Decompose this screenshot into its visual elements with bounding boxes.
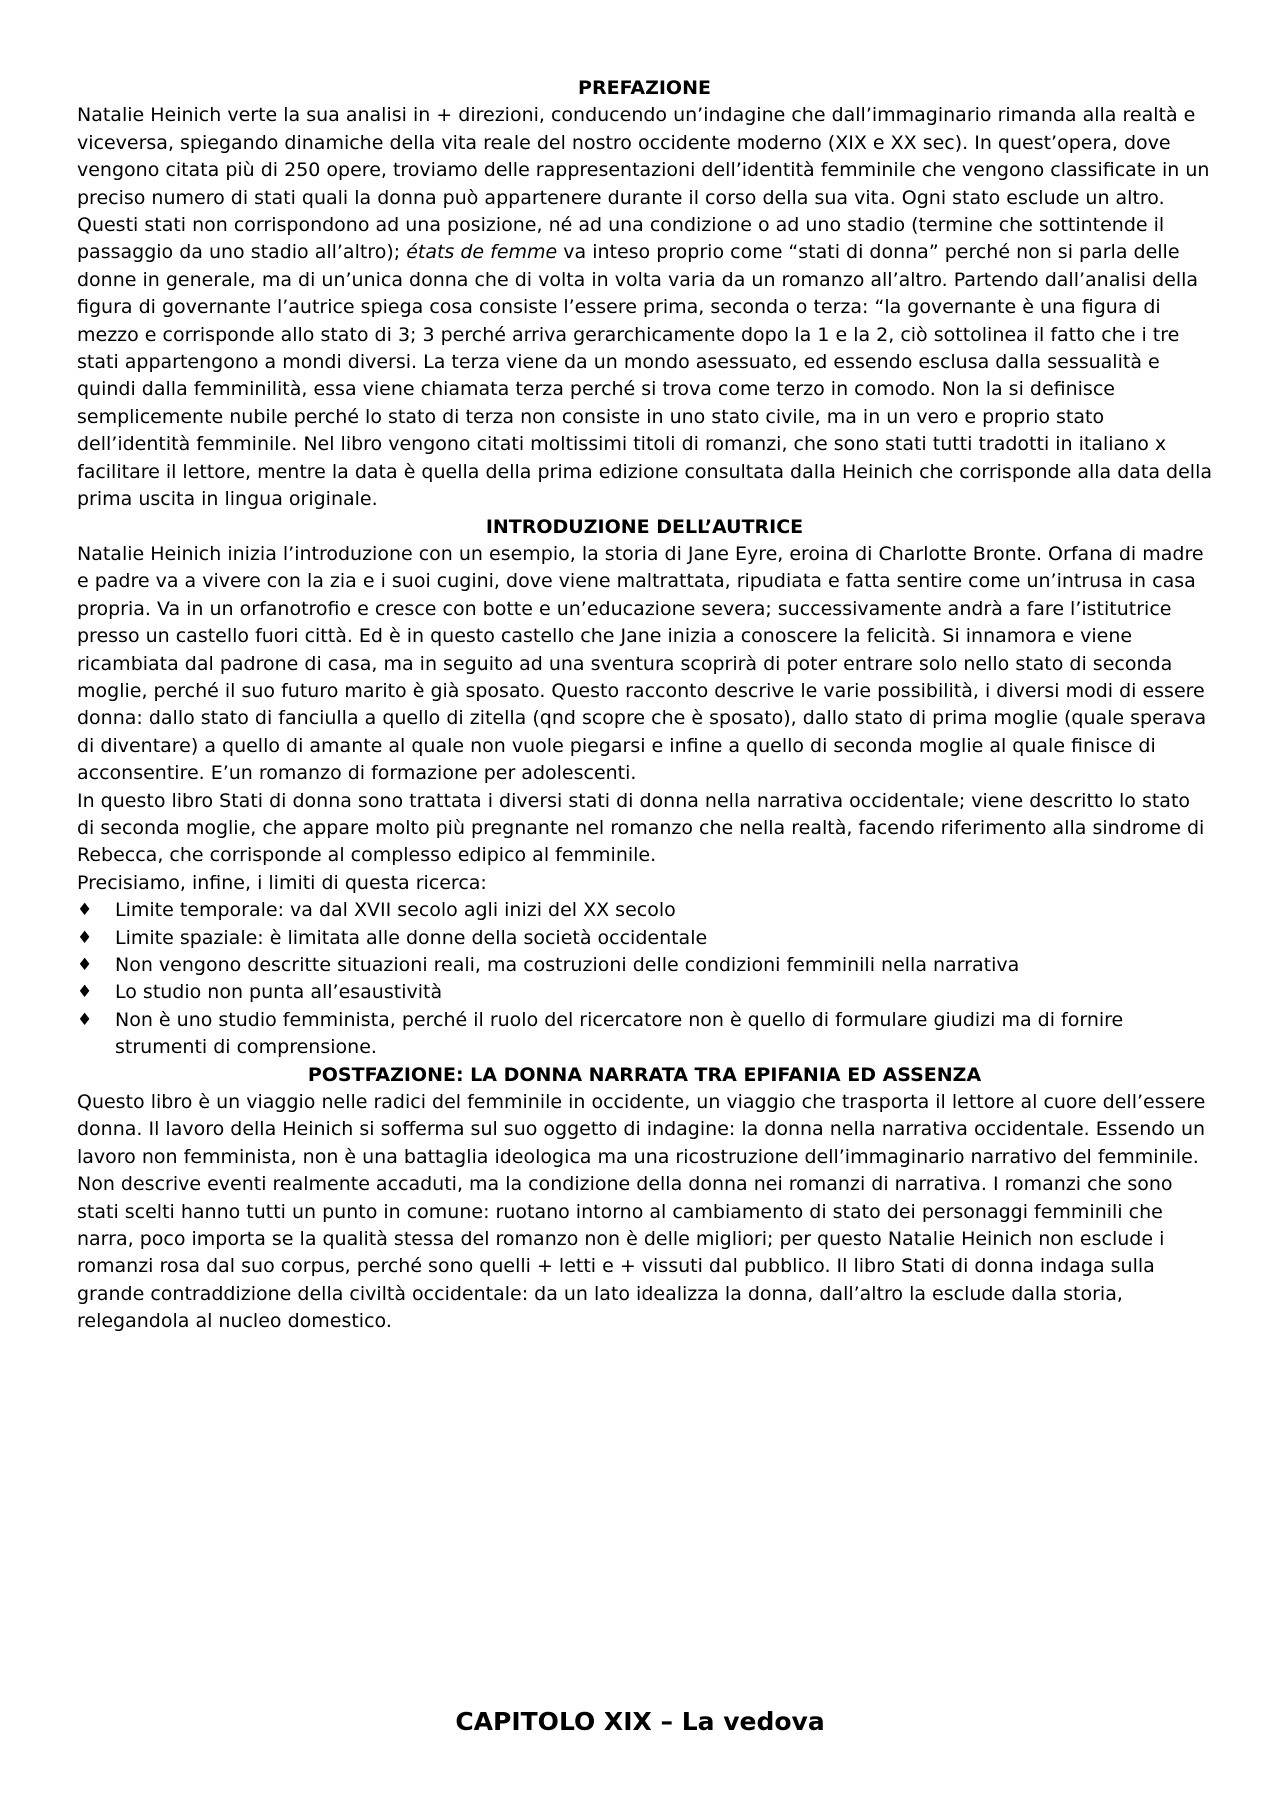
list-item	[77, 952, 1212, 979]
diamond-bullet-icon: ♦	[77, 1009, 93, 1030]
paragraph-introduzione-2: In questo libro Stati di donna sono trattata i diversi stati di donna nella narrativa occidentale; viene descritto lo stato di seconda moglie, che appare molto più pregnante nel romanzo che nella realtà, facendo riferimento alla sindrome di Rebecca, che corrisponde al complesso edipico al femminile.	[77, 789, 1205, 867]
heading-prefazione: PREFAZIONE	[578, 77, 711, 99]
paragraph-prefazione-part-b: va inteso proprio come “stati di donna” perché non si parla delle donne in generale, ma di un’unica donna che di volta in volta varia da un romanzo all’altro. Partendo dall’analisi della figura di governante l’autrice spiega cosa consiste l’essere prima, seconda o terza: “la governante è una figura di mezzo e corrisponde allo stato di 3; 3 perché arriva gerarchicamente dopo la 1 e la 2, ciò sottolinea il fatto che i tre stati appartengono a mondi diversi. La terza viene da un mondo asessuato, ed essendo esclusa dalla sessualità e quindi dalla femminilità, essa viene chiamata terza perché si trova come terzo in comodo. Non la si definisce semplicemente nubile perché lo stato di terza non consiste in uno stato civile, ma in un vero e proprio stato dell’identità femminile. Nel libro vengono citati moltissimi titoli di romanzi, che sono stati tutti tradotti in italiano x facilitare il lettore, mentre la data è quella della prima edizione consultata dalla Heinich che corrisponde alla data della prima uscita in lingua originale.	[77, 241, 1213, 511]
paragraph-prefazione	[77, 102, 1212, 513]
diamond-bullet-icon: ♦	[77, 927, 93, 948]
paragraph-introduzione-1: Natalie Heinich inizia l’introduzione con un esempio, la storia di Jane Eyre, eroina di Charlotte Bronte. Orfana di madre e padre va a vivere con la zia e i suoi cugini, dove viene maltrattata, ripudiata e fatta sentire come un’intrusa in casa propria. Va in un orfanotrofio e cresce con botte e un’educazione severa; successivamente andrà a fare l’istitutrice presso un castello fuori città. Ed è in questo castello che Jane inizia a conoscere la felicità. Si innamora e viene ricambiata dal padrone di casa, ma in seguito ad una sventura scoprirà di poter entrare solo nello stato di seconda moglie, perché il suo futuro marito è già sposato. Questo racconto descrive le varie possibilità, i diversi modi di essere donna: dallo stato di fanciulla a quello di zitella (qnd scopre che è sposato), dallo stato di prima moglie (quale sperava di diventare) a quello di amante al quale non vuole piegarsi e infine a quello di seconda moglie al quale finisce di acconsentire. E’un romanzo di formazione per adolescenti.	[77, 542, 1207, 785]
paragraph-prefazione-part-a: Natalie Heinich verte la sua analisi in + direzioni, conducendo un’indagine che dall’immaginario rimanda alla realtà e viceversa, spiegando dinamiche della vita reale del nostro occidente moderno (XIX e XX sec). In quest’opera, dove vengono citata più di 250 opere, troviamo delle rappresentazioni dell’identità femminile che vengono classificate in un preciso numero di stati quali la donna può appartenere durante il corso della sua vita. Ogni stato esclude un altro. Questi stati non corrispondono ad una posizione, né ad una condizione o ad uno stadio (termine che sottintende il passaggio da uno stadio all’altro);	[77, 104, 1210, 264]
list-item	[77, 897, 1212, 924]
diamond-bullet-icon: ♦	[77, 900, 93, 921]
list-item-text: Non è uno studio femminista, perché il ruolo del ricercatore non è quello di formulare giudizi ma di fornire strumenti di comprensione.	[115, 1008, 1124, 1059]
heading-introduzione: INTRODUZIONE DELL’AUTRICE	[485, 515, 804, 538]
list-item-text: Limite temporale: va dal XVII secolo agli inizi del XX secolo	[115, 899, 676, 922]
paragraph-postfazione: Questo libro è un viaggio nelle radici del femminile in occidente, un viaggio che trasporta il lettore al cuore dell’essere donna. Il lavoro della Heinich si sofferma sul suo oggetto di indagine: la donna nella narrativa occidentale. Essendo un lavoro non femminista, non è una battaglia ideologica ma una ricostruzione dell’immaginario narrativo del femminile. Non descrive eventi realmente accaduti, ma la condizione della donna nei romanzi di narrativa. I romanzi che sono stati scelti hanno tutti un punto in comune: ruotano intorno al cambiamento di stato dei personaggi femminili che narra, poco importa se la qualità stessa del romanzo non è delle migliori; per questo Natalie Heinich non esclude i romanzi rosa dal suo corpus, perché sono quelli + letti e + vissuti dal pubblico. Il libro Stati di donna indaga sulla grande contraddizione della civiltà occidentale: da un lato idealizza la donna, dall’altro la esclude dalla storia, relegandola al nucleo domestico.	[77, 1091, 1206, 1333]
paragraph-introduzione-3: Precisiamo, infine, i limiti di questa ricerca:	[77, 871, 487, 894]
list-item	[77, 1007, 1212, 1062]
document-body	[77, 75, 1212, 1336]
list-item	[77, 979, 1212, 1006]
limits-list	[77, 897, 1212, 1061]
list-item-text: Non vengono descritte situazioni reali, ma costruzioni delle condizioni femminili nella narrativa	[115, 954, 1020, 976]
diamond-bullet-icon: ♦	[77, 955, 93, 975]
heading-postfazione: POSTFAZIONE: LA DONNA NARRATA TRA EPIFANIA ED ASSENZA	[307, 1063, 982, 1086]
diamond-bullet-icon: ♦	[77, 982, 93, 1003]
list-item-text: Limite spaziale: è limitata alle donne della società occidentale	[115, 926, 708, 949]
paragraph-prefazione-italic: états de femme	[406, 241, 558, 264]
list-item-text: Lo studio non punta all’esaustività	[115, 981, 443, 1004]
chapter-title: CAPITOLO XIX – La vedova	[455, 1707, 825, 1736]
list-item	[77, 925, 1212, 952]
